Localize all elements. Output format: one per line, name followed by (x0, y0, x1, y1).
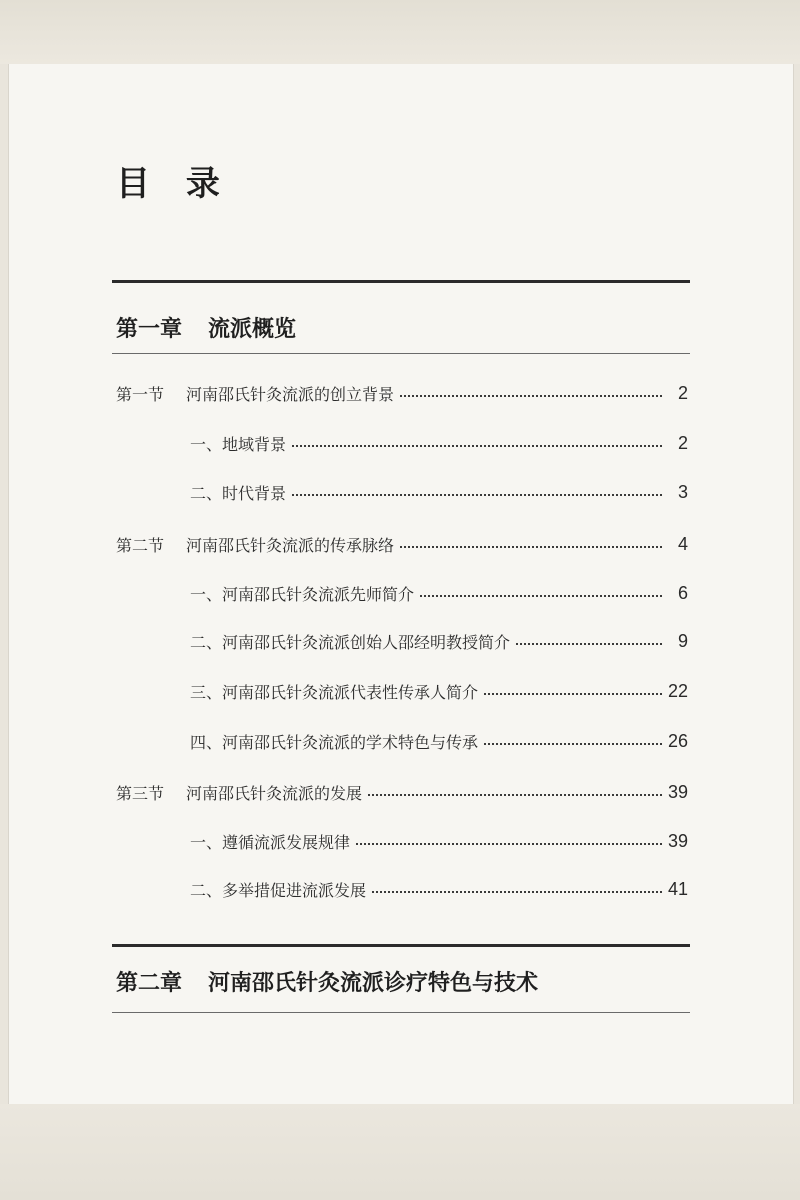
chapter-1-bottom-rule (112, 353, 690, 354)
chapter-2-number: 第二章 (116, 970, 183, 996)
page-bottom-margin (0, 1104, 800, 1200)
page-number: 4 (677, 533, 688, 554)
item-title: 二、时代背景 (190, 483, 287, 503)
item-title: 四、河南邵氏针灸流派的学术特色与传承 (190, 732, 479, 752)
item-title: 二、河南邵氏针灸流派创始人邵经明教授简介 (190, 632, 511, 652)
toc-entry-item[interactable] (0, 728, 800, 754)
toc-entry-item[interactable] (0, 628, 800, 654)
section-number: 第一节 (116, 384, 165, 404)
dot-leader (368, 794, 662, 796)
page-number: 2 (677, 432, 688, 453)
chapter-2-bottom-rule (112, 1012, 690, 1013)
toc-entry-item[interactable] (0, 580, 800, 606)
toc-entry-item[interactable] (0, 479, 800, 505)
item-title: 三、河南邵氏针灸流派代表性传承人简介 (190, 682, 479, 702)
chapter-1-heading[interactable] (116, 312, 296, 343)
dot-leader (484, 743, 662, 745)
dot-leader (292, 445, 662, 447)
chapter-2-top-rule (112, 944, 690, 947)
page-number: 26 (667, 730, 688, 751)
chapter-1-number: 第一章 (116, 316, 183, 342)
toc-title: 目 录 (116, 164, 232, 204)
dot-leader (400, 395, 662, 397)
toc-entry-item[interactable] (0, 828, 800, 854)
item-title: 一、遵循流派发展规律 (190, 832, 351, 852)
dot-leader (356, 843, 662, 845)
section-number: 第三节 (116, 783, 165, 803)
dot-leader (484, 693, 662, 695)
chapter-2-title: 河南邵氏针灸流派诊疗特色与技术 (208, 970, 539, 996)
item-title: 二、多举措促进流派发展 (190, 880, 367, 900)
toc-entry-item[interactable] (0, 430, 800, 456)
dot-leader (292, 494, 662, 496)
dot-leader (516, 643, 662, 645)
chapter-2-heading[interactable] (116, 966, 538, 997)
item-title: 一、河南邵氏针灸流派先师简介 (190, 584, 415, 604)
page-number: 22 (667, 680, 688, 701)
page-number: 39 (667, 830, 688, 851)
toc-entry-item[interactable] (0, 678, 800, 704)
section-title: 河南邵氏针灸流派的创立背景 (186, 384, 395, 404)
toc-entry-section-3[interactable] (0, 779, 800, 805)
section-title: 河南邵氏针灸流派的传承脉络 (186, 535, 395, 555)
page-number: 9 (677, 630, 688, 651)
section-title: 河南邵氏针灸流派的发展 (186, 783, 363, 803)
toc-entry-item[interactable] (0, 876, 800, 902)
toc-entry-section-1[interactable] (0, 380, 800, 406)
page-top-margin (0, 0, 800, 64)
chapter-1-top-rule (112, 280, 690, 283)
toc-entry-section-2[interactable] (0, 531, 800, 557)
page-number: 2 (677, 382, 688, 403)
dot-leader (420, 595, 662, 597)
dot-leader (400, 546, 662, 548)
page-number: 41 (667, 878, 688, 899)
section-number: 第二节 (116, 535, 165, 555)
page-number: 3 (677, 481, 688, 502)
page-number: 39 (667, 781, 688, 802)
page-number: 6 (677, 582, 688, 603)
chapter-1-title: 流派概览 (208, 316, 297, 342)
dot-leader (372, 891, 662, 893)
item-title: 一、地域背景 (190, 434, 287, 454)
